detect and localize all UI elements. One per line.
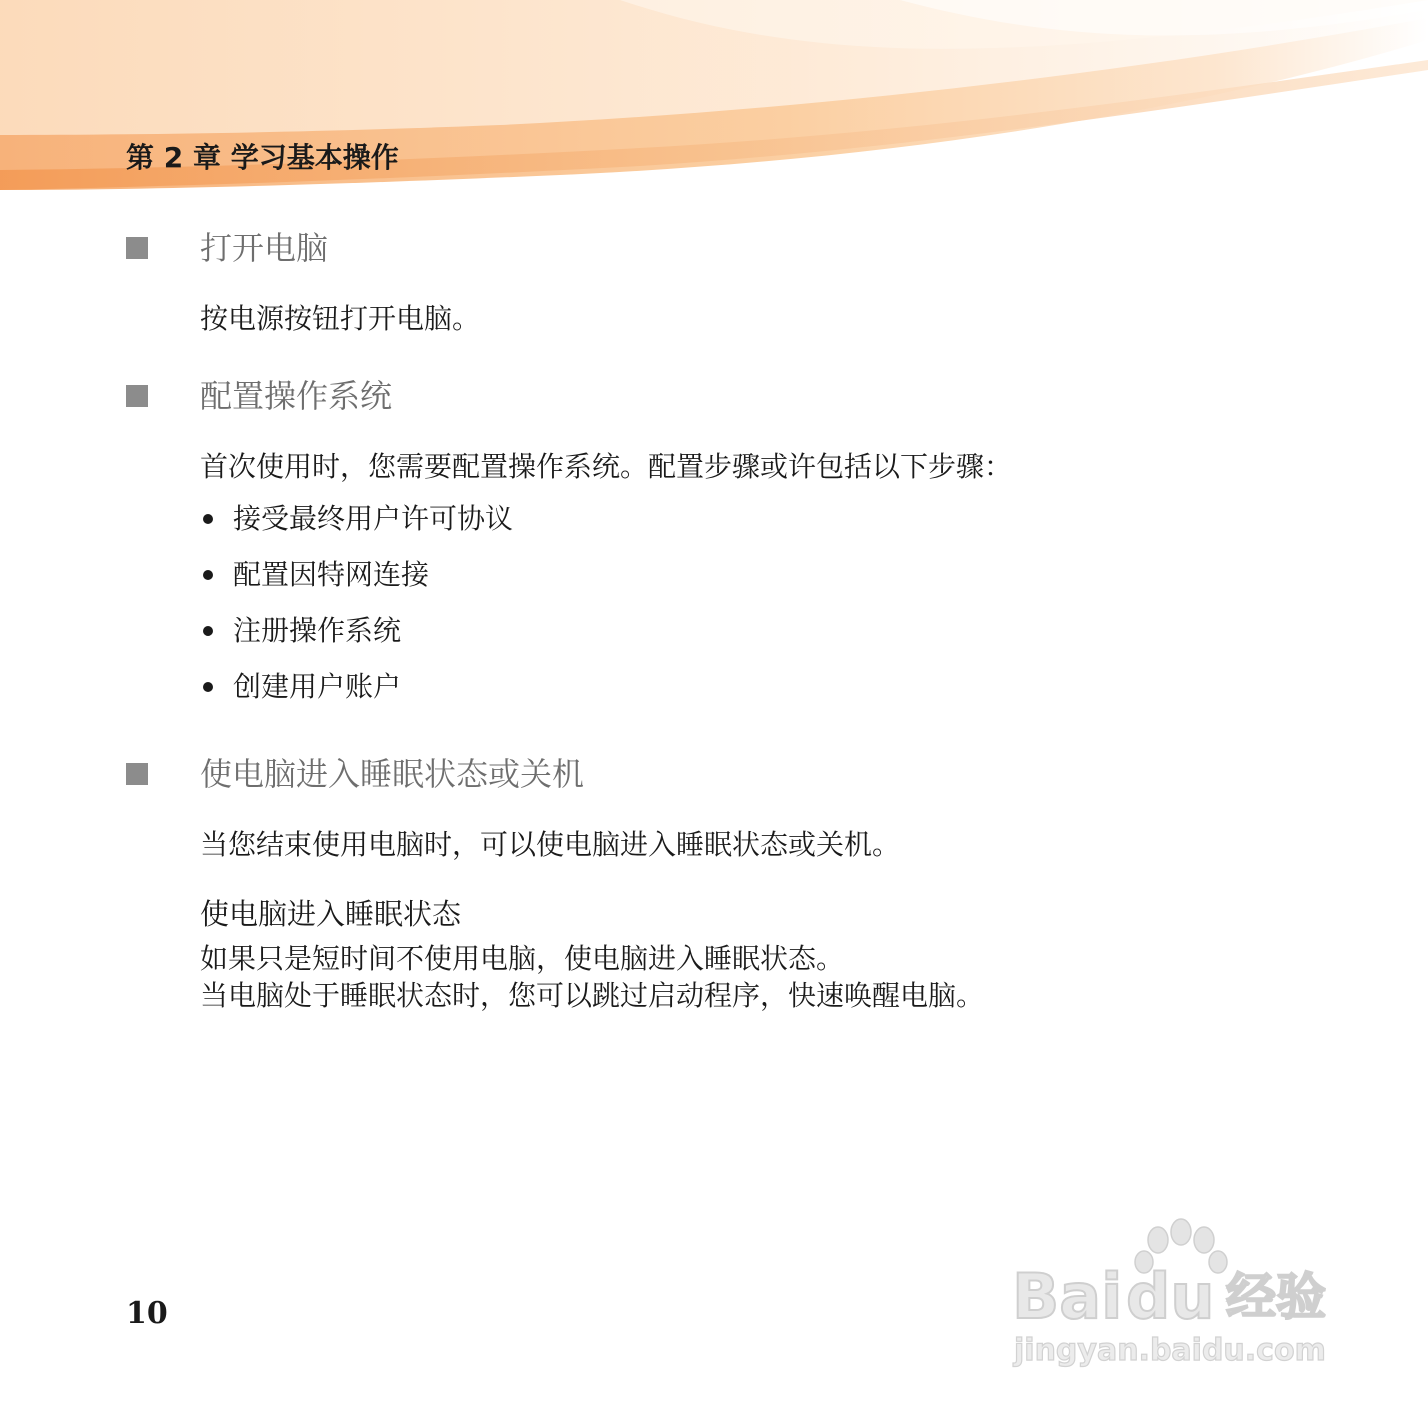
section-heading-configure-os [126, 376, 393, 416]
subsection-heading: 使电脑进入睡眠状态 [200, 897, 462, 931]
section-paragraph: 按电源按钮打开电脑。 [200, 302, 481, 335]
list-item-text: 接受最终用户许可协议 [233, 502, 514, 535]
section-title: 使电脑进入睡眠状态或关机 [200, 755, 585, 793]
subsection-line: 如果只是短时间不使用电脑，使电脑进入睡眠状态。 [200, 942, 845, 975]
chapter-name: 章 学习基本操作 [193, 141, 399, 174]
svg-text:Bai: Bai [1012, 1260, 1123, 1333]
square-bullet-icon [126, 237, 148, 259]
section-paragraph: 当您结束使用电脑时，可以使电脑进入睡眠状态或关机。 [200, 828, 901, 861]
list-item-text: 注册操作系统 [233, 614, 402, 647]
chapter-title [126, 136, 399, 176]
bullet-dot-icon [203, 570, 213, 580]
section-title: 打开电脑 [200, 229, 329, 267]
list-item [200, 668, 401, 706]
svg-text:经验: 经验 [1226, 1268, 1326, 1326]
subsection-line: 当电脑处于睡眠状态时，您可以跳过启动程序，快速唤醒电脑。 [200, 979, 985, 1012]
svg-text:jingyan.baidu.com: jingyan.baidu.com [1014, 1333, 1326, 1368]
section-paragraph: 首次使用时，您需要配置操作系统。配置步骤或许包括以下步骤： [200, 450, 1013, 483]
bullet-dot-icon [203, 626, 213, 636]
svg-text:du: du [1126, 1260, 1215, 1333]
bullet-dot-icon [203, 682, 213, 692]
bullet-dot-icon [203, 514, 213, 524]
list-item [200, 556, 429, 594]
list-item-text: 创建用户账户 [233, 670, 402, 703]
square-bullet-icon [126, 385, 148, 407]
list-item [200, 500, 513, 538]
baidu-jingyan-watermark-logo [1008, 1210, 1348, 1380]
section-title: 配置操作系统 [200, 377, 393, 415]
list-item [200, 612, 401, 650]
chapter-number: 2 [163, 141, 184, 174]
section-heading-power-on [126, 228, 329, 268]
section-heading-sleep-shutdown [126, 754, 585, 794]
square-bullet-icon [126, 763, 148, 785]
page-number: 10 [126, 1296, 168, 1331]
chapter-prefix: 第 [126, 141, 155, 174]
list-item-text: 配置因特网连接 [233, 558, 430, 591]
